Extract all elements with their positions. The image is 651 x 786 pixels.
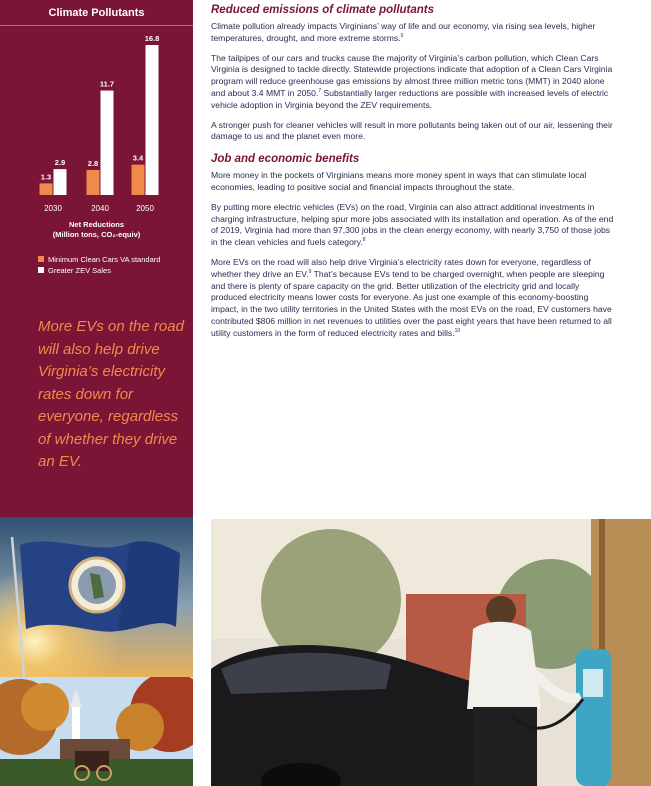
- data-label-2050-minimum: 3.4: [132, 153, 144, 163]
- bar-2050-greater-zev: [146, 45, 159, 195]
- data-label-2040-greater-zev: 11.7: [99, 79, 115, 89]
- bar-2030-minimum: [40, 183, 53, 195]
- virginia-flag-photo: [0, 517, 193, 677]
- tick-label-2030: 2030: [44, 204, 62, 213]
- ev-charging-photo: [211, 519, 651, 786]
- legend-label-minimum: Minimum Clean Cars VA standard: [48, 255, 161, 264]
- chart-legend: [38, 254, 160, 276]
- chart-subtitle-line1: Net Reductions: [68, 220, 124, 229]
- chart-title: Climate Pollutants: [0, 0, 193, 26]
- data-label-2030-greater-zev: 2.9: [54, 158, 66, 168]
- tick-label-2040: 2040: [91, 204, 109, 213]
- data-label-2030-minimum: 1.3: [40, 172, 52, 182]
- paragraph-money: More money in the pockets of Virginians means more money spent in ways that can stimulate local economies, leading to positive social and financial impacts throughout the state.: [211, 170, 587, 192]
- pull-quote: More EVs on the road will also help drive Virginia’s electricity rates down for everyone, regardless of whether they drive an EV.: [38, 318, 184, 470]
- sidebar-panel: [0, 0, 193, 517]
- emissions-bar-chart: [0, 26, 193, 221]
- heading-climate-pollutants: Reduced emissions of climate pollutants: [211, 4, 435, 16]
- bar-2040-minimum: [87, 170, 100, 195]
- paragraph-cleaner-vehicles: A stronger push for cleaner vehicles will result in more pollutants being taken out of our air, lessening their damage to us and the planet even more.: [211, 119, 613, 142]
- legend-swatch-orange: [38, 256, 44, 262]
- bar-2040-greater-zev: [101, 91, 114, 195]
- main-column: [211, 4, 616, 348]
- chart-subtitle-line2: (Million tons, CO₂-equiv): [52, 230, 141, 239]
- legend-item-minimum: [38, 254, 160, 265]
- legend-label-greater-zev: Greater ZEV Sales: [48, 266, 111, 275]
- paragraph-climate-impacts: Climate pollution already impacts Virginians’ way of life and our economy, via rising sea levels, higher temperatures, drought, and more extreme storms.$^6$: [211, 21, 596, 43]
- footnote-ref: 10: [454, 327, 461, 334]
- heading-job-benefits: Job and economic benefits: [211, 153, 360, 166]
- chart-subtitle: [0, 220, 193, 240]
- footnote-ref: 7: [318, 88, 322, 95]
- paragraph-investments: By putting more electric vehicles (EVs) on the road, Virginia can also attract additional investments in charging infrastructure, helping spur more jobs associated with its installation and operation. As of the end of 2019, Virginia had more than 97,300 jobs in the clean energy economy, with nearly 3,750 of those jobs in the clean vehicles and fuels category.$^8$: [211, 201, 614, 248]
- paragraph-electricity-rates: More EVs on the road will also help drive Virginia’s electricity rates down for everyone, regardless of whether they drive an EV.$^9$ That’s because EVs tend to be charged overnight, when people are sleeping and there is plenty of spare capacity on the grid. Better utilization of the electricity grid and locally produced electricity means lower costs for everyone. As just one example of this economy-boosting impact, in the two utility territories in the United States with the most EVs on the road, EV customers have contributed $806 million in net revenues to utilities over the past eight years that have been returned to all utility customers in the form of reduced electricity rates and bills.$^{10}$: [211, 256, 612, 338]
- bar-2050-minimum: [132, 165, 145, 195]
- legend-swatch-white: [38, 267, 44, 273]
- data-label-2050-greater-zev: 16.8: [144, 34, 160, 43]
- legend-item-greater-zev: [38, 265, 160, 276]
- data-label-2040-minimum: 2.8: [87, 159, 99, 168]
- tick-label-2050: 2050: [136, 204, 154, 213]
- autumn-town-photo: [0, 677, 193, 786]
- bar-2030-greater-zev: [54, 169, 67, 195]
- footnote-ref: 8: [362, 237, 366, 244]
- footnote-ref: 6: [400, 32, 404, 39]
- paragraph-tailpipes: The tailpipes of our cars and trucks cause the majority of Virginia’s carbon pollution, which Clean Cars Virginia is designed to tackle directly. Statewide projections indicate that adoption of a Clean Cars Virginia program will reduce greenhouse gas emissions by almost three million metric tons (MMT) in 2040 alone and about 3.4 MMT in 2050.$^7$ Substantially larger reductions are possible with increased levels of electric vehicle adoption in Virginia beyond the ZEV requirements.: [211, 52, 613, 110]
- footnote-ref: 9: [308, 268, 312, 275]
